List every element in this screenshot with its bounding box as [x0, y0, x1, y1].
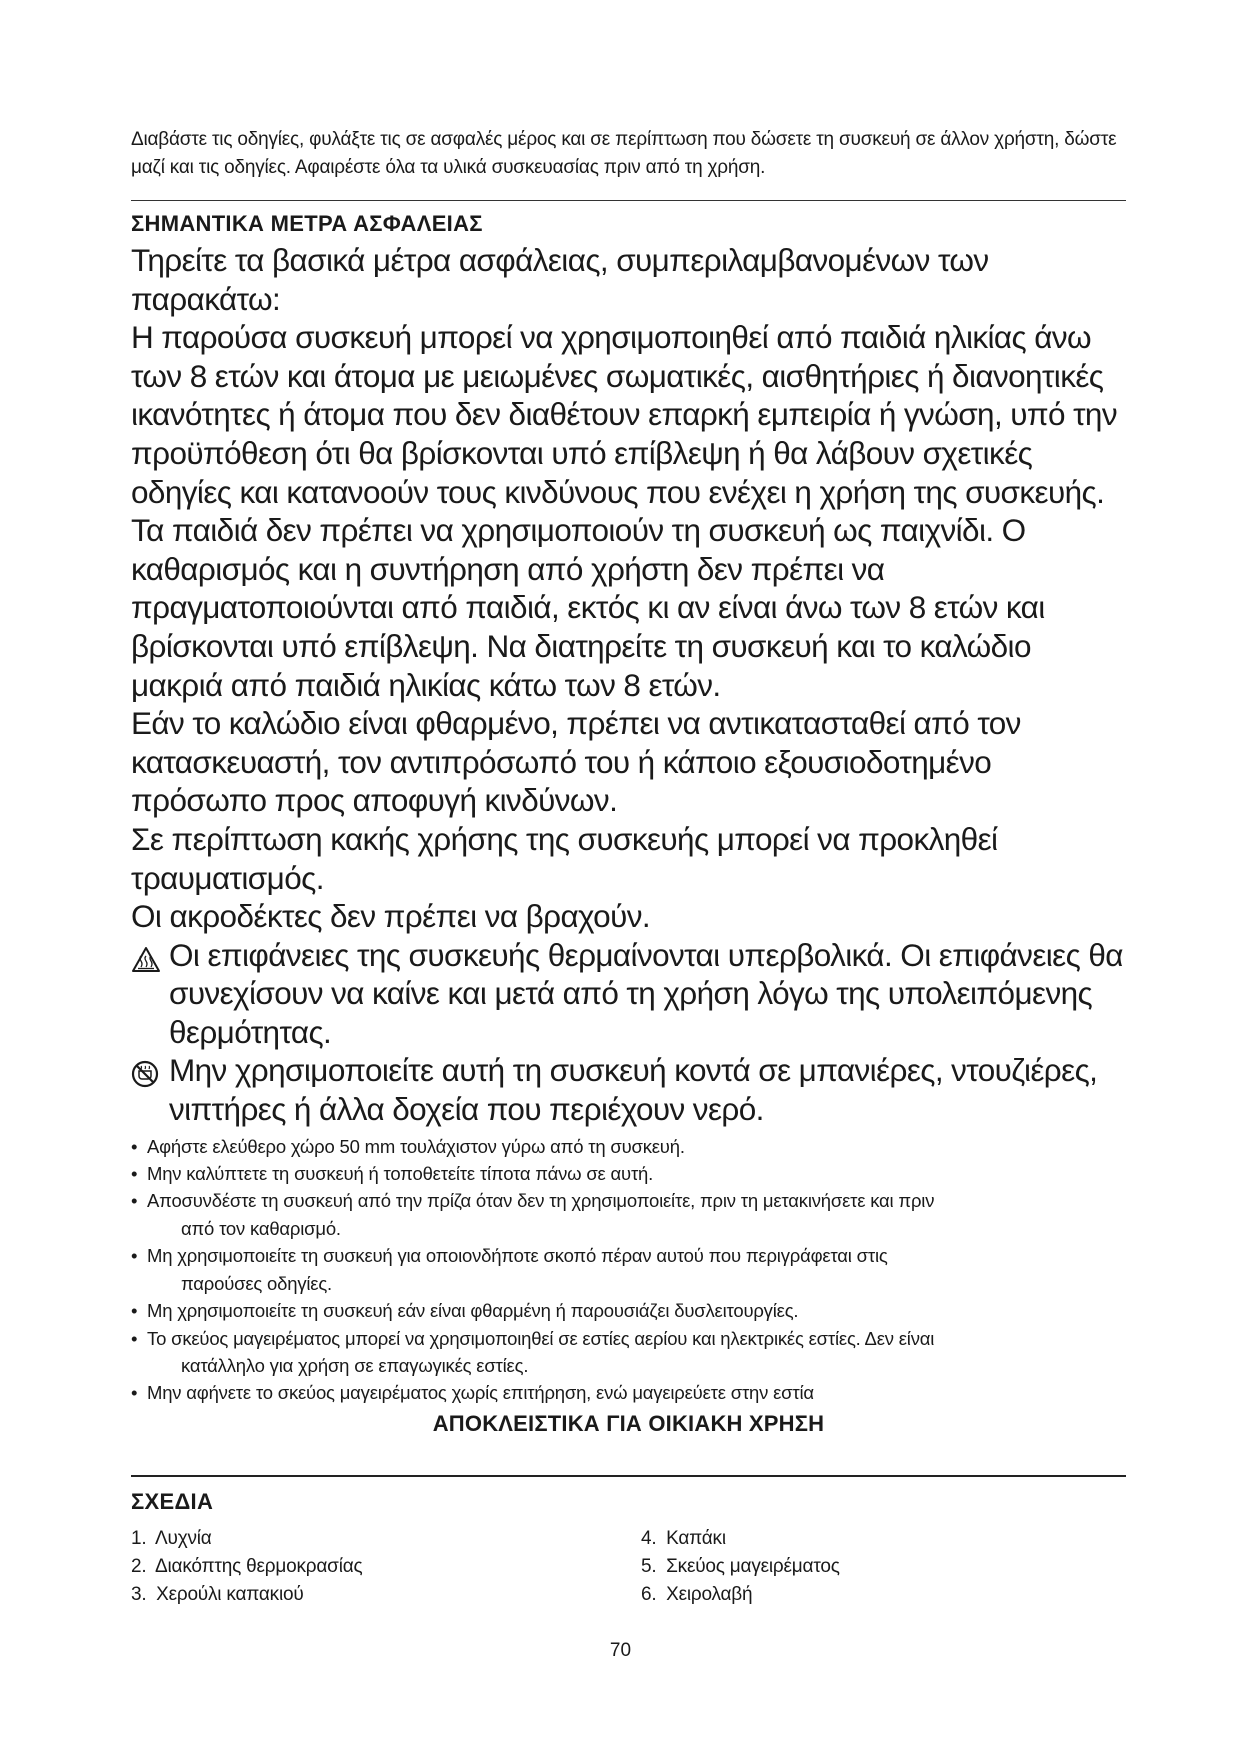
hot-surface-icon	[131, 936, 169, 982]
list-item: 1. Λυχνία	[131, 1527, 212, 1549]
intro-text: Διαβάστε τις οδηγίες, φυλάξτε τις σε ασφαλές μέρος και σε περίπτωση που δώσετε τη συσκευή σε άλλον χρήστη, δώστε μαζί και τις οδηγίες. Αφαιρέστε όλα τα υλικά συσκευασίας πριν από τη χρήση.	[131, 129, 1117, 178]
list-item: • Μην αφήνετε το σκεύος μαγειρέματος χωρίς επιτήρηση, ενώ μαγειρεύετε στην εστία	[131, 1379, 1126, 1406]
safety-bullet-list	[131, 1133, 1126, 1407]
parts-list	[131, 1525, 1126, 1609]
safety-title: ΣΗΜΑΝΤΙΚΑ ΜΕΤΡΑ ΑΣΦΑΛΕΙΑΣ	[131, 211, 483, 236]
list-item: 5. Σκεύος μαγειρέματος	[641, 1555, 840, 1577]
home-use-only-heading: ΑΠΟΚΛΕΙΣΤΙΚΑ ΓΙΑ ΟΙΚΙΑΚΗ ΧΡΗΣΗ	[432, 1410, 825, 1436]
list-item: • Το σκεύος μαγειρέματος μπορεί να χρησιμοποιηθεί σε εστίες αερίου και ηλεκτρικές εστίες. Δεν είναι κατάλληλο για χρήση σε επαγωγικές εστίες.	[131, 1325, 1126, 1380]
divider	[131, 200, 1126, 201]
water-warning	[131, 1051, 1126, 1128]
water-warning-text: Μην χρησιμοποιείτε αυτή τη συσκευή κοντά σε μπανιέρες, ντουζιέρες, νιπτήρες ή άλλα δοχεία που περιέχουν νερό.	[169, 1052, 1098, 1128]
safety-paragraph: Τηρείτε τα βασικά μέτρα ασφάλειας, συμπεριλαμβανομένων των παρακάτω:	[131, 242, 989, 317]
safety-paragraph: Οι ακροδέκτες δεν πρέπει να βραχούν.	[131, 898, 650, 935]
manual-page	[131, 126, 1126, 1609]
divider	[131, 1475, 1126, 1477]
list-item: • Αφήστε ελεύθερο χώρο 50 mm τουλάχιστον γύρω από τη συσκευή.	[131, 1133, 1126, 1160]
page-number: 70	[609, 1640, 632, 1661]
safety-paragraph: Η παρούσα συσκευή μπορεί να χρησιμοποιηθεί από παιδιά ηλικίας άνω των 8 ετών και άτομα με μειωμένες σωματικές, αισθητήριες ή διανοητικές ικανότητες ή άτομα που δεν διαθέτουν επαρκή εμπειρία ή γνώση, υπό την προϋπόθεση ότι θα βρίσκονται υπό επίβλεψη ή θα λάβουν σχετικές οδηγίες και κατανοούν τους κινδύνους που ενέχει η χρήση της συσκευής. Τα παιδιά δεν πρέπει να χρησιμοποιούν τη συσκευή ως παιχνίδι. Ο καθαρισμός και η συντήρηση από χρήστη δεν πρέπει να πραγματοποιούνται από παιδιά, εκτός κι αν είναι άνω των 8 ετών και βρίσκονται υπό επίβλεψη. Να διατηρείτε τη συσκευή και το καλώδιο μακριά από παιδιά ηλικίας κάτω των 8 ετών.	[131, 319, 1117, 703]
list-item: 4. Καπάκι	[641, 1527, 726, 1549]
no-water-icon	[131, 1051, 169, 1097]
list-item: 2. Διακόπτης θερμοκρασίας	[131, 1555, 363, 1577]
hot-surface-warning	[131, 936, 1126, 1052]
list-item: • Αποσυνδέστε τη συσκευή από την πρίζα όταν δεν τη χρησιμοποιείτε, πριν τη μετακινήσετε και πριν από τον καθαρισμό.	[131, 1187, 1126, 1242]
list-item: 3. Χερούλι καπακιού	[131, 1583, 304, 1605]
list-item: • Μη χρησιμοποιείτε τη συσκευή για οποιονδήποτε σκοπό πέραν αυτού που περιγράφεται στις παρούσες οδηγίες.	[131, 1242, 1126, 1297]
diagrams-title: ΣΧΕΔΙΑ	[131, 1488, 214, 1514]
list-item: • Μην καλύπτετε τη συσκευή ή τοποθετείτε τίποτα πάνω σε αυτή.	[131, 1160, 1126, 1187]
list-item: • Μη χρησιμοποιείτε τη συσκευή εάν είναι φθαρμένη ή παρουσιάζει δυσλειτουργίες.	[131, 1297, 1126, 1324]
parts-column-right	[641, 1525, 1126, 1609]
parts-column-left	[131, 1525, 641, 1609]
hot-surface-text: Οι επιφάνειες της συσκευής θερμαίνονται υπερβολικά. Οι επιφάνειες θα συνεχίσουν να καίνε και μετά από τη χρήση λόγω της υπολειπόμενης θερμότητας.	[169, 936, 1123, 1050]
safety-paragraph: Εάν το καλώδιο είναι φθαρμένο, πρέπει να αντικατασταθεί από τον κατασκευαστή, τον αντιπρόσωπό του ή κάποιο εξουσιοδοτημένο πρόσωπο προς αποφυγή κινδύνων.	[131, 705, 1021, 819]
safety-paragraph: Σε περίπτωση κακής χρήσης της συσκευής μπορεί να προκληθεί τραυματισμός.	[131, 820, 998, 896]
list-item: 6. Χειρολαβή	[641, 1583, 753, 1605]
